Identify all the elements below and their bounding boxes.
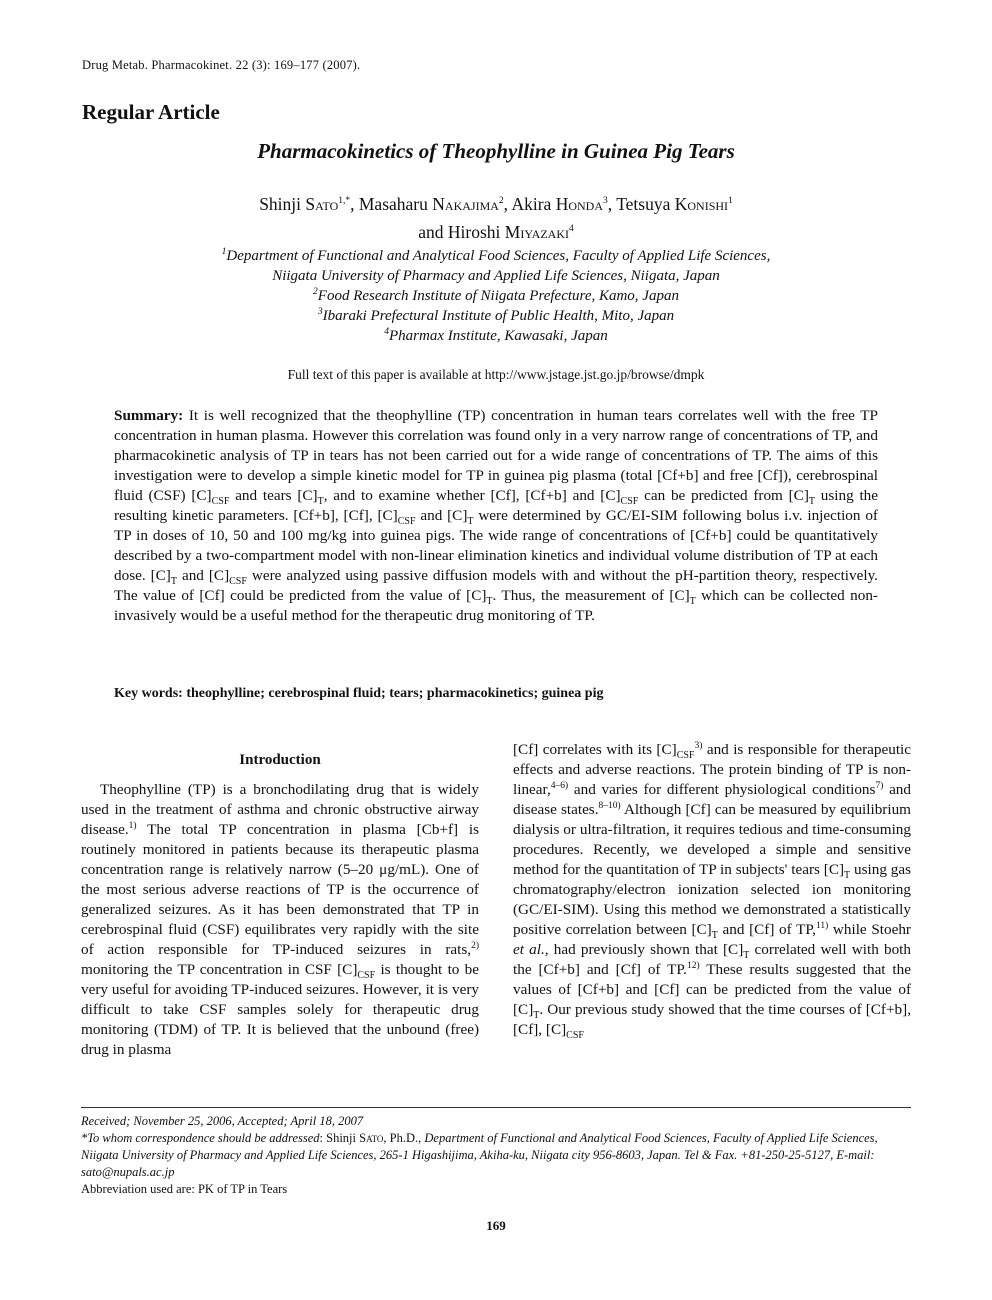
received-dates: Received; November 25, 2006, Accepted; April 18, 2007 — [81, 1114, 364, 1128]
body-column-left — [81, 740, 479, 1060]
author-3: Akira Honda$^3$ — [511, 194, 608, 214]
article-title: Pharmacokinetics of Theophylline in Guinea Pig Tears — [257, 139, 735, 163]
author-line-1: Shinji Sato$^{1,*}$, Masaharu Nakajima$^2$, Akira Honda$^3$, Tetsuya Konishi$^1$ — [259, 194, 733, 214]
affiliations — [0, 246, 992, 346]
author-2: Masaharu Nakajima$^2$ — [358, 194, 504, 214]
keywords: Key words: theophylline; cerebrospinal fluid; tears; pharmacokinetics; guinea pig — [114, 686, 604, 701]
affiliation-3: $^3$Ibaraki Prefectural Institute of Public Health, Mito, Japan — [317, 307, 675, 324]
article-type: Regular Article — [82, 100, 220, 124]
fulltext-link[interactable]: Full text of this paper is available at http://www.jstage.jst.go.jp/browse/dmpk — [287, 367, 705, 382]
affiliation-4: $^4$Pharmax Institute, Kawasaki, Japan — [384, 327, 608, 344]
page-number: 169 — [486, 1218, 506, 1233]
affiliation-1-cont: Niigata University of Pharmacy and Applied Life Sciences, Niigata, Japan — [272, 268, 720, 284]
footnote-divider — [81, 1107, 911, 1108]
body-column-right — [513, 740, 911, 1040]
abbreviations: Abbreviation used are: PK of TP in Tears — [81, 1182, 288, 1196]
journal-reference: Drug Metab. Pharmacokinet. 22 (3): 169–177 (2007). — [82, 58, 361, 72]
author-list — [0, 190, 992, 246]
paragraph: [Cf] correlates with its $[C]_{CSF}^{3)}$ and is responsible for therapeutic effects and adverse reactions. The protein binding of TP is non-linear,$^{4-6)}$ and varies for different physiological conditions$^{7)}$ and disease states.$^{8-10)}$ Although [Cf] can be measured by equilibrium dialysis or ultra-filtration, it requires tedious and time-consuming procedures. Recently, we developed a simple and sensitive method for the quantitation of TP in subjects' tears $[C]_T$ using gas chromatography/electron ionization selected ion monitoring (GC/EI-SIM). Using this method we demonstrated a statistically positive correlation between $[C]_T$ and [Cf] of TP,$^{11)}$ while Stoehr et al., had previously shown that $[C]_T$ correlated well with both the [Cf+b] and [Cf] of TP.$^{12)}$ These results suggested that the values of [Cf+b] and [Cf] can be predicted from the value of $[C]_T$. Our previous study showed that the time courses of [Cf+b], [Cf], $[C]_{CSF}$ — [513, 740, 912, 1042]
affiliation-1: $^1$Department of Functional and Analytical Food Sciences, Faculty of Applied Life Sciences, — [221, 247, 771, 264]
author-line-2: and Hiroshi Miyazaki$^4$ — [418, 222, 574, 242]
author-4: Tetsuya Konishi$^1$ — [616, 194, 733, 214]
affiliation-2: $^2$Food Research Institute of Niigata Prefecture, Kamo, Japan — [313, 287, 679, 304]
section-heading-introduction: Introduction — [239, 752, 321, 768]
paragraph: Theophylline (TP) is a bronchodilating drug that is widely used in the treatment of asthma and chronic obstructive airway disease.$^{1)}$ The total TP concentration in plasma [Cb+f] is routinely monitored in patients because its therapeutic plasma concentration range is relatively narrow (5–20 μg/mL). One of the most serious adverse reactions of TP is the occurrence of generalized seizures. As it has been demonstrated that TP in cerebrospinal fluid (CSF) equilibrates very rapidly with the site of action responsible for TP-induced seizures in rats,$^{2)}$ monitoring the TP concentration in CSF $[C]_{CSF}$ is thought to be very useful for avoiding TP-induced seizures. However, it is very difficult to take CSF samples solely for therapeutic drug monitoring (TDM) of TP. It is believed that the unbound (free) drug in plasma — [81, 781, 479, 1058]
footnotes — [81, 1113, 911, 1198]
summary-abstract: Summary: It is well recognized that the theophylline (TP) concentration in human tears correlates well with the free TP concentration in human plasma. However this correlation was found only in a very narrow range of concentrations of TP, and pharmacokinetic analysis of TP in tears has not been carried out for a wide range of concentrations of TP. The aims of this investigation were to develop a simple kinetic model for TP in guinea pig plasma (total [Cf+b] and free [Cf]), cerebrospinal fluid (CSF) $[C]_{CSF}$ and tears $[C]_T$, and to examine whether [Cf], [Cf+b] and $[C]_{CSF}$ can be predicted from $[C]_T$ using the resulting kinetic parameters. [Cf+b], [Cf], $[C]_{CSF}$ and $[C]_T$ were determined by GC/EI-SIM following bolus i.v. injection of TP in doses of 10, 50 and 100 mg/kg into guinea pigs. The wide range of concentrations of [Cf+b] could be quantitatively described by a two-compartment model with non-linear elimination kinetics and individual volume distribution of TP at each dose. $[C]_T$ and $[C]_{CSF}$ were analyzed using passive diffusion models with and without the pH-partition theory, respectively. The value of [Cf] could be predicted from the value of $[C]_T$. Thus, the measurement of $[C]_T$ which can be collected non-invasively would be a useful method for the therapeutic drug monitoring of TP. — [114, 407, 878, 624]
author-1: Shinji Sato$^{1,*}$ — [259, 194, 351, 214]
correspondence: *To whom correspondence should be addressed: Shinji Sato, Ph.D., Department of Functional and Analytical Food Sciences, Faculty of Applied Life Sciences, Niigata University of Pharmacy and Applied Life Sciences, 265-1 Higashijima, Akiha-ku, Niigata city 956-8603, Japan. Tel & Fax. +81-250-25-5127, E-mail: sato@nupals.ac.jp — [81, 1131, 878, 1179]
author-5: Hiroshi Miyazaki$^4$ — [447, 222, 574, 242]
summary-label: Summary: — [114, 407, 184, 424]
